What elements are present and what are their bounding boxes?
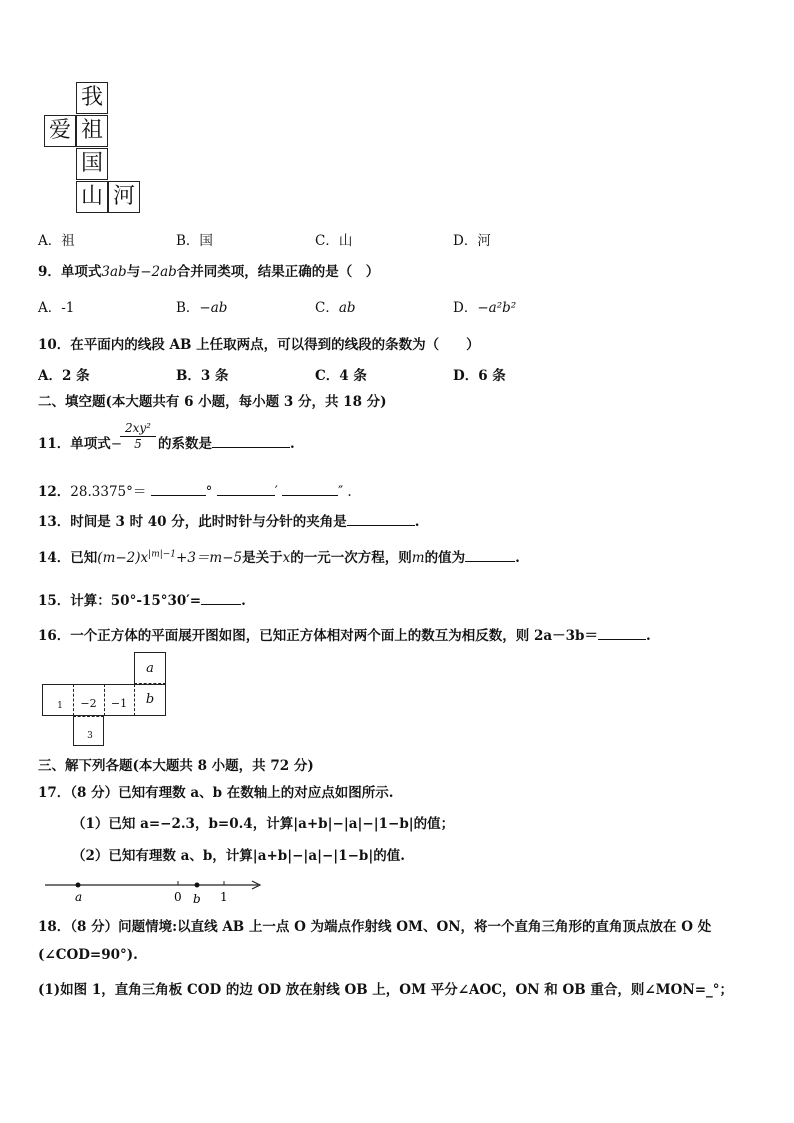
q12-blank-min[interactable] <box>217 482 275 496</box>
label-b: b <box>193 892 201 906</box>
net-cell-guo: 国 <box>76 148 108 180</box>
q12 <box>38 480 352 500</box>
q15 <box>38 589 246 609</box>
q14-var2: m <box>411 550 425 566</box>
q8-option-c: C．山 <box>315 233 353 249</box>
q10-option-c: C．4 条 <box>315 368 367 384</box>
q14-expr2: +3＝m−5 <box>176 550 243 566</box>
q9-option-d-label: D． <box>453 300 478 316</box>
q10-option-b: B．3 条 <box>176 368 229 384</box>
q10-option-a: A．2 条 <box>38 368 90 384</box>
q9-stem-pre: 9．单项式 <box>38 264 102 280</box>
q9-math-1: 3ab <box>101 264 127 280</box>
q9-option-b-label: B． <box>176 300 200 316</box>
label-one: 1 <box>220 890 228 904</box>
q10-option-d: D．6 条 <box>453 368 506 384</box>
q9-stem-mid: 与 <box>126 264 141 280</box>
q11-answer-blank[interactable] <box>212 434 290 448</box>
q8-option-a: A．祖 <box>38 233 75 249</box>
q11-numerator: 2xy² <box>120 421 156 437</box>
net-cell-wo: 我 <box>76 82 108 114</box>
point-b <box>195 883 200 888</box>
q13-end: . <box>414 514 420 530</box>
q12-expr: 28.3375°＝ <box>70 484 147 500</box>
q18-line-2: (∠COD=90°). <box>38 947 138 963</box>
q9-option-a: A．-1 <box>38 300 75 316</box>
q13 <box>38 510 419 530</box>
q8-option-d: D．河 <box>453 233 491 249</box>
q9-option-b <box>176 296 227 316</box>
q17-number-line <box>40 872 270 908</box>
q11-fraction <box>120 421 156 451</box>
q11-pre <box>38 432 122 452</box>
q16-label-neg1: −1 <box>110 697 128 710</box>
q12-min: ′ <box>274 484 278 500</box>
q17-stem: 17．（8 分）已知有理数 a、b 在数轴上的对应点如图所示. <box>38 785 394 801</box>
q15-end: . <box>241 593 246 609</box>
q16-label-neg2: −2 <box>80 697 97 710</box>
q18-line-1: 18．（8 分）问题情境:以直线 AB 上一点 O 为端点作射线 OM、ON，将一个直角三角形的直角顶点放在 O 处 <box>38 919 712 935</box>
section-3-heading: 三、解下列各题(本大题共 8 小题，共 72 分) <box>38 758 314 774</box>
q9-option-d-math: −a²b² <box>477 300 517 316</box>
q12-pre: 12． <box>38 484 71 500</box>
q12-blank-deg[interactable] <box>151 482 206 496</box>
q9-option-d <box>453 296 516 316</box>
q14-end: . <box>515 550 520 566</box>
q14-mid2: 的一元一次方程，则 <box>290 550 412 566</box>
q16-stem: 16．一个正方体的平面展开图如图，已知正方体相对两个面上的数互为相反数，则 2a－3b＝ <box>38 628 598 644</box>
q14-exponent: |m|−1 <box>148 549 177 560</box>
q14-mid: 是关于 <box>242 550 283 566</box>
q17-part-1: （1）已知 a=−2.3，b=0.4，计算|a+b|−|a|−|1−b|的值； <box>72 816 455 832</box>
point-a <box>76 883 81 888</box>
q13-pre: 13．时间是 3 时 40 分，此时时针与分针的夹角是 <box>38 514 347 530</box>
q14 <box>38 546 520 566</box>
q9-option-c <box>315 296 356 316</box>
label-a: a <box>75 890 83 904</box>
q11-post-text: 的系数是 <box>158 436 212 452</box>
q12-blank-sec[interactable] <box>282 482 338 496</box>
q16-label-3: 3 <box>87 731 93 741</box>
q13-answer-blank[interactable] <box>347 512 415 526</box>
q14-answer-blank[interactable] <box>465 548 515 562</box>
q11-post <box>158 432 295 452</box>
q18-line-3: (1)如图 1，直角三角板 COD 的边 OD 放在射线 OB 上，OM 平分∠AOC，ON 和 OB 重合，则∠MON=_°； <box>38 982 734 998</box>
q9-option-c-label: C． <box>315 300 339 316</box>
q11-end: . <box>290 436 295 452</box>
q16-label-b: b <box>145 692 155 707</box>
q16-label-a: a <box>146 661 154 676</box>
q12-sec: ″ . <box>338 484 352 500</box>
q9-math-2: −2ab <box>140 264 177 280</box>
q8-option-b: B．国 <box>176 233 213 249</box>
q9-option-b-math: −ab <box>199 300 228 316</box>
q14-expr1: (m−2)x <box>97 550 149 566</box>
q16-end: . <box>645 628 651 644</box>
section-2-heading: 二、填空题(本大题共有 6 小题，每小题 3 分，共 18 分) <box>38 394 387 410</box>
net-cell-zu: 祖 <box>76 115 108 147</box>
q9-stem-post: 合并同类项，结果正确的是（ ） <box>176 264 380 280</box>
q16-answer-blank[interactable] <box>598 626 646 640</box>
q16-label-1: 1 <box>57 701 63 711</box>
q16 <box>38 624 651 644</box>
q9-stem <box>38 260 379 280</box>
q12-deg: ° <box>205 484 213 500</box>
q14-pre: 14．已知 <box>38 550 98 566</box>
q9-option-c-math: ab <box>338 300 356 316</box>
net-cell-ai: 爱 <box>44 115 76 147</box>
q11-minus: − <box>110 436 123 452</box>
net-cell-shan: 山 <box>76 181 108 213</box>
q11-denominator: 5 <box>134 437 142 451</box>
q14-post: 的值为 <box>424 550 466 566</box>
label-zero: 0 <box>174 890 182 904</box>
q15-pre: 15．计算：50°-15°30′= <box>38 593 202 609</box>
q15-answer-blank[interactable] <box>201 591 241 605</box>
q14-var: x <box>282 550 291 566</box>
q10-stem: 10．在平面内的线段 AB 上任取两点，可以得到的线段的条数为（ ） <box>38 337 480 353</box>
q17-part-2: （2）已知有理数 a、b，计算|a+b|−|a|−|1−b|的值. <box>72 848 405 864</box>
net-cell-he: 河 <box>108 181 140 213</box>
q11-pre-text: 11．单项式 <box>38 436 111 452</box>
